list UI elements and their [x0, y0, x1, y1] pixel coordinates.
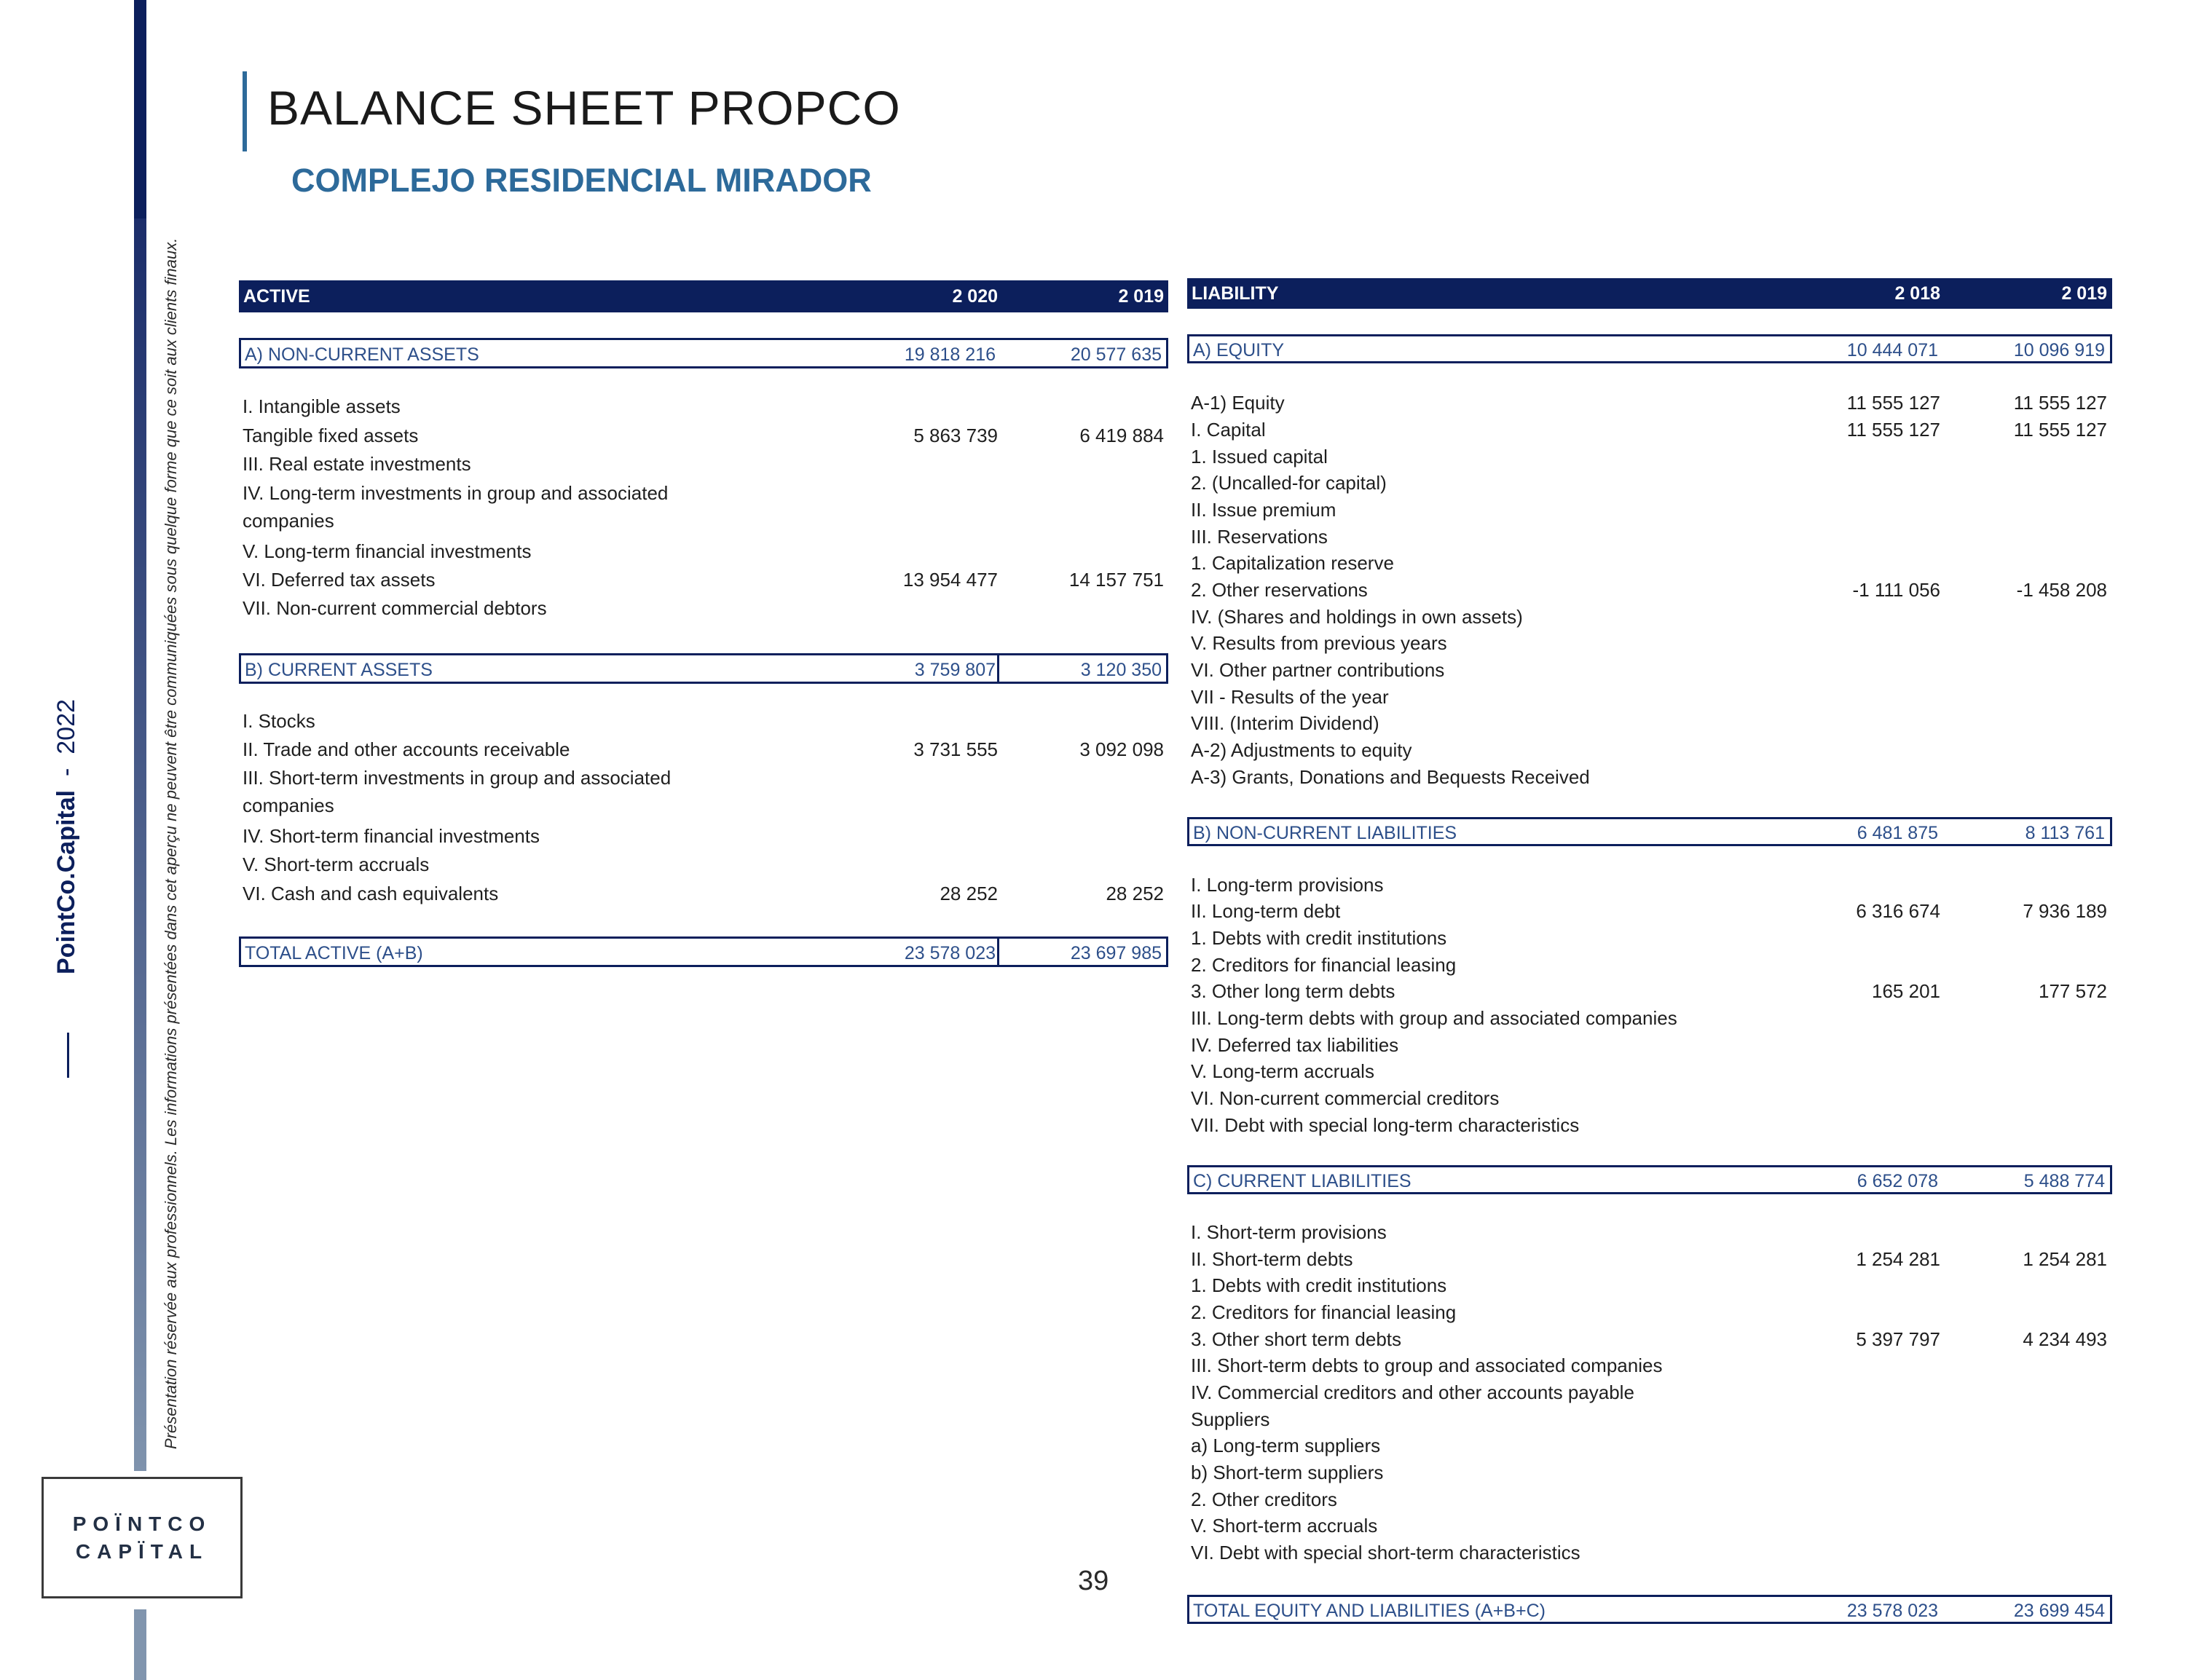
section-value-2: 3 120 350	[1080, 660, 1162, 680]
table-row	[239, 540, 1168, 567]
row-label: VII - Results of the year	[1191, 686, 1389, 708]
table-row	[239, 853, 1168, 880]
table-row	[239, 482, 1168, 508]
row-label: 1. Capitalization reserve	[1191, 552, 1394, 574]
row-label: I. Capital	[1191, 419, 1266, 441]
table-row	[1187, 1542, 2112, 1566]
company-logo	[42, 1477, 243, 1598]
section-row	[239, 653, 1168, 684]
row-value-2: 14 157 751	[1068, 569, 1164, 591]
row-label: Suppliers	[1191, 1408, 1270, 1430]
row-label: III. Long-term debts with group and associated companies	[1191, 1007, 1677, 1029]
table-row	[1187, 659, 2112, 684]
row-label: b) Short-term suppliers	[1191, 1462, 1384, 1483]
row-label: II. Long-term debt	[1191, 900, 1341, 922]
section-value-2: 23 697 985	[1070, 943, 1162, 963]
table-row	[1187, 927, 2112, 952]
row-label: A-3) Grants, Donations and Bequests Received	[1191, 766, 1590, 788]
table-row	[239, 453, 1168, 479]
header-label: ACTIVE	[243, 286, 310, 307]
table-row	[1187, 980, 2112, 1005]
row-label: III. Short-term debts to group and associated companies	[1191, 1354, 1663, 1376]
table-row	[1187, 552, 2112, 577]
section-label: B) CURRENT ASSETS	[245, 660, 433, 680]
row-label: a) Long-term suppliers	[1191, 1435, 1381, 1456]
row-value-1: 13 954 477	[902, 569, 998, 591]
table-row	[1187, 1034, 2112, 1059]
row-label: I. Intangible assets	[243, 395, 401, 417]
table-row	[1187, 1435, 2112, 1459]
row-value-2: 28 252	[1106, 883, 1164, 904]
header-label: LIABILITY	[1192, 283, 1279, 304]
section-value-2: 8 113 761	[2025, 823, 2105, 843]
row-label: V. Results from previous years	[1191, 632, 1447, 654]
table-row	[1187, 1274, 2112, 1299]
table-row	[1187, 1408, 2112, 1433]
section-row	[1187, 817, 2112, 846]
brand-year: 2022	[52, 699, 80, 754]
row-label: 1. Issued capital	[1191, 446, 1328, 468]
row-value-2: 1 254 281	[2023, 1248, 2107, 1270]
row-value-2: 11 555 127	[2013, 419, 2107, 441]
brand-separator: -	[52, 768, 80, 776]
section-label: A) NON-CURRENT ASSETS	[245, 344, 479, 365]
table-row	[1187, 1007, 2112, 1032]
title-accent-bar	[243, 71, 247, 151]
row-label: VI. Deferred tax assets	[243, 569, 436, 591]
section-label: B) NON-CURRENT LIABILITIES	[1193, 823, 1457, 843]
table-row	[1187, 766, 2112, 791]
section-value-2: 10 096 919	[2013, 340, 2105, 360]
row-value-1: 11 555 127	[1846, 392, 1940, 414]
table-row	[1187, 1301, 2112, 1326]
table-row	[1187, 1381, 2112, 1406]
section-value-1: 3 759 807	[914, 660, 996, 680]
section-value-2: 23 699 454	[2013, 1601, 2105, 1621]
row-label: VI. Non-current commercial creditors	[1191, 1087, 1500, 1109]
table-row	[1187, 1488, 2112, 1513]
row-value-1: 11 555 127	[1846, 419, 1940, 441]
table-row	[1187, 1515, 2112, 1539]
table-row	[239, 767, 1168, 793]
table-row	[1187, 1114, 2112, 1139]
table-row	[1187, 1221, 2112, 1246]
table-row	[239, 395, 1168, 422]
table-row	[1187, 446, 2112, 470]
row-label: 2. Creditors for financial leasing	[1191, 1301, 1457, 1323]
header-year-2: 2 019	[1118, 286, 1164, 307]
row-label: VI. Other partner contributions	[1191, 659, 1445, 681]
table-row	[1187, 1087, 2112, 1112]
row-value-1: 28 252	[940, 883, 998, 904]
row-label: 2. Creditors for financial leasing	[1191, 954, 1457, 976]
row-value-2: 3 092 098	[1079, 738, 1164, 760]
sidebar-bar-bottom	[134, 1609, 146, 1680]
row-value-2: -1 458 208	[2016, 579, 2107, 601]
section-row	[239, 936, 1168, 967]
row-label: VII. Debt with special long-term characteristics	[1191, 1114, 1580, 1136]
row-label: I. Short-term provisions	[1191, 1221, 1387, 1243]
page-title: BALANCE SHEET PROPCO	[267, 81, 901, 135]
row-value-1: 1 254 281	[1856, 1248, 1940, 1270]
table-row	[239, 794, 1168, 821]
row-value-1: 165 201	[1872, 980, 1940, 1002]
section-value-2: 5 488 774	[2023, 1171, 2105, 1191]
table-row	[1187, 1060, 2112, 1085]
row-label: VIII. (Interim Dividend)	[1191, 712, 1379, 734]
row-label: III. Short-term investments in group and associated	[243, 767, 672, 789]
section-label: C) CURRENT LIABILITIES	[1193, 1171, 1412, 1191]
row-label: VI. Debt with special short-term characteristics	[1191, 1542, 1580, 1563]
row-label: 2. (Uncalled-for capital)	[1191, 472, 1387, 494]
section-row	[1187, 1165, 2112, 1194]
table-row	[239, 825, 1168, 851]
row-label: IV. Commercial creditors and other accounts payable	[1191, 1381, 1634, 1403]
table-row	[1187, 712, 2112, 737]
section-divider	[997, 936, 999, 967]
sidebar-bar-gradient	[134, 218, 146, 1471]
table-row	[1187, 1462, 2112, 1486]
table-row	[1187, 419, 2112, 443]
section-value-1: 19 818 216	[904, 344, 996, 365]
row-label: 3. Other short term debts	[1191, 1328, 1402, 1350]
section-value-1: 23 578 023	[1846, 1601, 1938, 1621]
section-value-2: 20 577 635	[1070, 344, 1162, 365]
row-label: IV. Short-term financial investments	[243, 825, 540, 847]
table-row	[1187, 632, 2112, 657]
section-row	[1187, 1595, 2112, 1624]
row-label: III. Real estate investments	[243, 453, 471, 475]
table-row	[1187, 1354, 2112, 1379]
table-row	[1187, 739, 2112, 764]
row-label: IV. Deferred tax liabilities	[1191, 1034, 1399, 1056]
table-row	[239, 510, 1168, 536]
table-row	[1187, 954, 2112, 979]
header-year-1: 2 020	[952, 286, 998, 307]
table-row	[239, 883, 1168, 909]
row-label: 2. Other reservations	[1191, 579, 1368, 601]
header-year-2: 2 019	[2061, 283, 2107, 304]
row-label: companies	[243, 510, 334, 532]
row-label: IV. (Shares and holdings in own assets)	[1191, 606, 1523, 628]
row-value-1: -1 111 056	[1852, 579, 1940, 601]
brand-name: PointCo.Capital	[52, 789, 80, 974]
section-value-1: 6 652 078	[1857, 1171, 1938, 1191]
row-label: Tangible fixed assets	[243, 425, 419, 446]
table-row	[239, 738, 1168, 765]
table-row	[1187, 606, 2112, 631]
section-divider	[997, 653, 999, 684]
row-value-2: 11 555 127	[2013, 392, 2107, 414]
table-row	[239, 597, 1168, 623]
row-label: V. Long-term financial investments	[243, 540, 532, 562]
row-value-1: 3 731 555	[913, 738, 998, 760]
row-label: V. Short-term accruals	[1191, 1515, 1378, 1537]
active-table	[239, 280, 1168, 979]
section-row	[239, 338, 1168, 368]
row-label: 2. Other creditors	[1191, 1488, 1337, 1510]
row-label: II. Issue premium	[1191, 499, 1336, 521]
table-row	[1187, 579, 2112, 604]
disclaimer-text: Présentation réservée aux professionnels. Les informations présentées dans cet aperçu ne peuvent être communiquées sous quelque forme que ce soit aux clients finaux.	[162, 237, 180, 1449]
row-label: A-1) Equity	[1191, 392, 1285, 414]
table-row	[1187, 526, 2112, 551]
table-row	[1187, 392, 2112, 417]
row-label: IV. Long-term investments in group and associated	[243, 482, 669, 504]
row-label: II. Short-term debts	[1191, 1248, 1353, 1270]
table-row	[239, 710, 1168, 736]
row-label: VI. Cash and cash equivalents	[243, 883, 499, 904]
brand-dash	[67, 1033, 69, 1078]
table-row	[239, 425, 1168, 451]
row-label: II. Trade and other accounts receivable	[243, 738, 570, 760]
row-value-2: 6 419 884	[1079, 425, 1164, 446]
section-row	[1187, 334, 2112, 363]
row-value-2: 4 234 493	[2023, 1328, 2107, 1350]
table-row	[1187, 874, 2112, 899]
row-label: 3. Other long term debts	[1191, 980, 1395, 1002]
page-number: 39	[1078, 1566, 1109, 1596]
row-label: 1. Debts with credit institutions	[1191, 1274, 1447, 1296]
row-label: A-2) Adjustments to equity	[1191, 739, 1412, 761]
row-label: V. Long-term accruals	[1191, 1060, 1374, 1082]
row-value-2: 7 936 189	[2023, 900, 2107, 922]
row-label: I. Stocks	[243, 710, 315, 732]
row-value-1: 6 316 674	[1856, 900, 1940, 922]
section-value-1: 23 578 023	[904, 943, 996, 963]
sidebar-bar-top	[134, 0, 146, 218]
logo-line-1: POÏNTCO	[72, 1512, 212, 1535]
row-label: V. Short-term accruals	[243, 853, 430, 875]
row-label: VII. Non-current commercial debtors	[243, 597, 547, 619]
header-year-1: 2 018	[1894, 283, 1940, 304]
logo-line-2: CAPÏTAL	[75, 1539, 209, 1563]
table-row	[1187, 1248, 2112, 1273]
brand-vertical	[52, 699, 81, 1078]
row-value-1: 5 397 797	[1856, 1328, 1940, 1350]
section-value-1: 6 481 875	[1857, 823, 1938, 843]
page-subtitle: COMPLEJO RESIDENCIAL MIRADOR	[291, 162, 872, 199]
table-row	[1187, 472, 2112, 497]
table-row	[1187, 686, 2112, 711]
table-row	[1187, 900, 2112, 925]
liability-table	[1187, 278, 2112, 1633]
row-label: 1. Debts with credit institutions	[1191, 927, 1447, 949]
liability-header	[1187, 278, 2112, 309]
row-label: I. Long-term provisions	[1191, 874, 1384, 896]
row-value-1: 5 863 739	[913, 425, 998, 446]
row-value-2: 177 572	[2039, 980, 2107, 1002]
table-row	[239, 569, 1168, 595]
row-label: III. Reservations	[1191, 526, 1328, 548]
section-label: A) EQUITY	[1193, 340, 1285, 360]
section-label: TOTAL EQUITY AND LIABILITIES (A+B+C)	[1193, 1601, 1546, 1621]
section-label: TOTAL ACTIVE (A+B)	[245, 943, 423, 963]
table-row	[1187, 1328, 2112, 1353]
section-value-1: 10 444 071	[1846, 340, 1938, 360]
table-row	[1187, 499, 2112, 524]
row-label: companies	[243, 794, 334, 816]
active-header	[239, 280, 1168, 312]
